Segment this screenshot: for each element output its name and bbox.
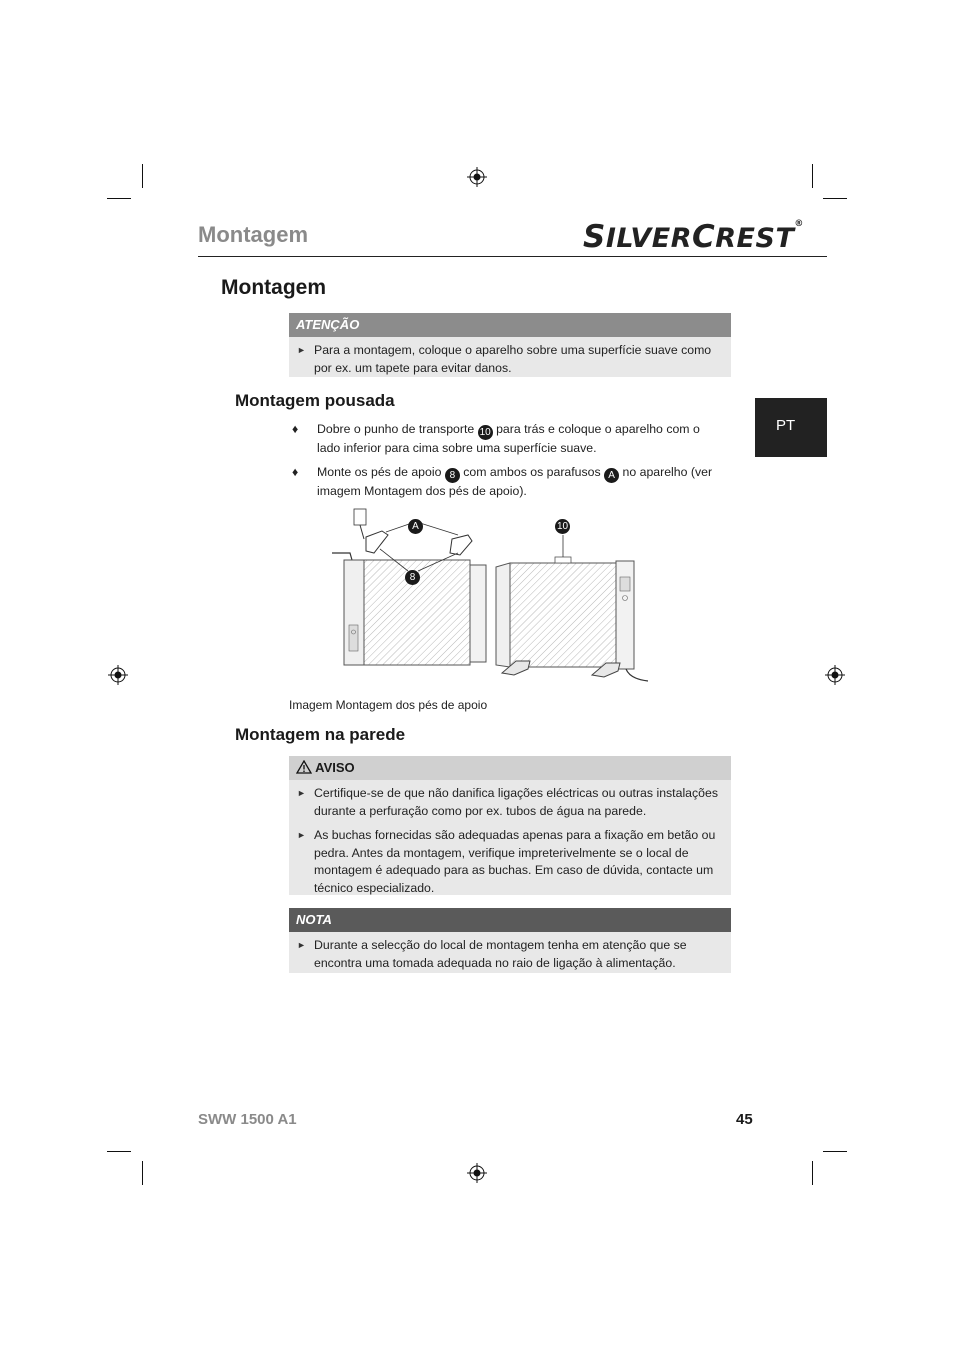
instruction-text: Monte os pés de apoio 8 com ambos os parafusos A no aparelho (ver imagem Montagem dos pés de apoio). [317,465,713,498]
triangle-bullet-icon: ► [297,940,306,950]
part-letter-badge: A [604,468,619,483]
crop-mark [812,164,813,188]
header-rule [198,256,827,257]
note-heading: NOTA [289,908,731,932]
instruction-text: Dobre o punho de transporte 10 para trás e coloque o aparelho com o lado inferior para cima sobre uma superfície suave. [317,422,700,455]
crop-mark [823,1151,847,1152]
registration-mark-icon [467,167,487,187]
registration-mark-icon [108,665,128,685]
page-number: 45 [736,1111,753,1128]
attention-heading: ATENÇÃO [289,313,731,337]
diamond-bullet-icon: ♦ [292,465,299,479]
part-number-badge: 8 [445,468,460,483]
crop-mark [107,1151,131,1152]
registration-mark-icon [825,665,845,685]
triangle-bullet-icon: ► [297,345,306,355]
warning-triangle-icon [296,760,312,774]
list-item: ► As buchas fornecidas são adequadas apenas para a fixação em betão ou pedra. Antes da montagem, verifique impreterivelmente se o local de montagem é adequado para as buchas. Em caso de dúvida, contacte um técnico especializado. [297,828,716,895]
subsection-title-pousada: Montagem pousada [235,391,395,410]
list-item: ► Certifique-se de que não danifica ligações eléctricas ou outras instalações durante a perfuração como por ex. tubos de água na parede. [297,786,718,818]
list-item: ► Durante a selecção do local de montagem tenha em atenção que se encontra uma tomada adequada no raio de ligação à alimentação. [297,938,687,970]
diamond-bullet-icon: ♦ [292,422,299,436]
note-box [289,908,731,973]
footer-model: SWW 1500 A1 [198,1111,297,1128]
part-letter-badge: A [408,519,423,534]
assembly-illustration [330,505,660,685]
section-title: Montagem [221,276,326,299]
triangle-bullet-icon: ► [297,788,306,798]
crop-mark [812,1161,813,1185]
warning-heading: AVISO [289,756,731,780]
crop-mark [823,198,847,199]
part-number-badge: 10 [556,521,569,532]
part-number-badge: 10 [479,427,491,438]
list-item: ► Para a montagem, coloque o aparelho sobre uma superfície suave como por ex. um tapete para evitar danos. [297,343,712,375]
language-tab: PT [755,398,827,457]
heater-upside-down [332,509,486,665]
heater-standing [496,535,648,681]
warning-box [289,756,731,895]
brand-logo: SILVERCREST® [583,219,804,255]
figure-caption: Imagem Montagem dos pés de apoio [289,698,488,712]
crop-mark [142,1161,143,1185]
attention-box [289,313,731,377]
triangle-bullet-icon: ► [297,830,306,840]
header-title: Montagem [198,222,308,247]
crop-mark [142,164,143,188]
part-number-badge: 8 [405,570,420,585]
crop-mark [107,198,131,199]
registration-mark-icon [467,1163,487,1183]
subsection-title-parede: Montagem na parede [235,725,406,744]
